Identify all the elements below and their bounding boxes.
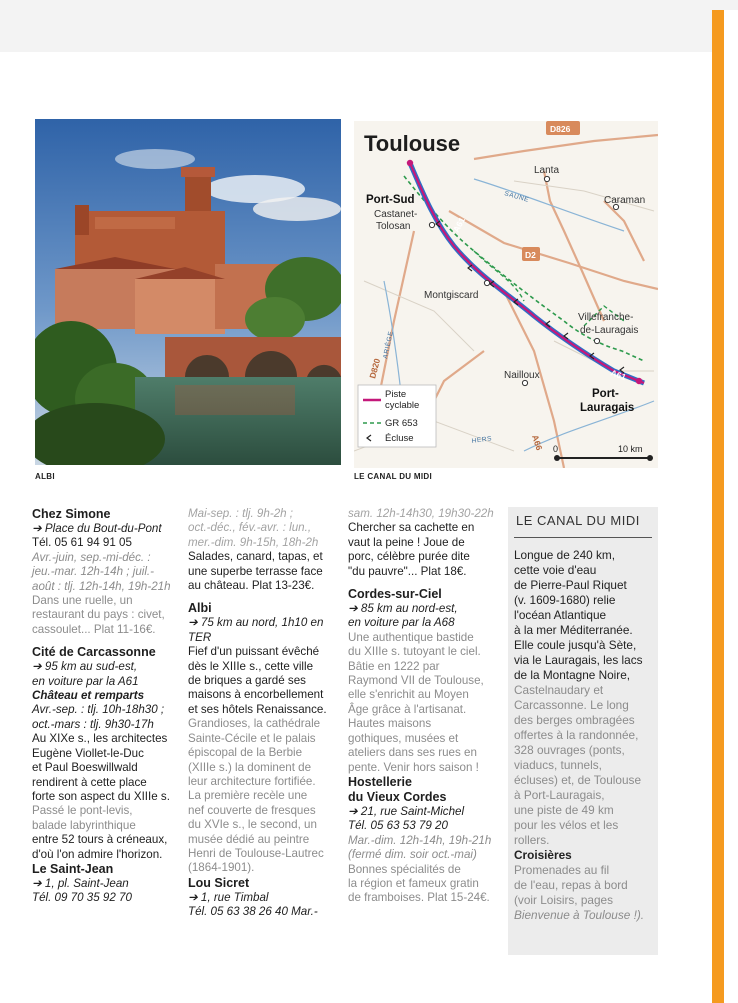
town-villefranche-2: de-Lauragais <box>580 325 639 336</box>
cite-desc: rendirent à cette place <box>32 775 147 789</box>
sidebar-text: Castelnaudary et <box>514 683 604 697</box>
sidebar-text: l'océan Atlantique <box>514 608 607 622</box>
chez-simone-hours: jeu.-mar. 12h-14h ; juil.- <box>32 565 155 579</box>
sidebar-text: viaducs, tunnels, <box>514 758 602 772</box>
albi-desc: musée dédié au peintre <box>188 832 310 846</box>
albi-desc: nef couverte de fresques <box>188 803 316 817</box>
river-ariege: ARIÈGE <box>382 330 395 360</box>
cite-desc: balade labyrinthique <box>32 818 136 832</box>
albi-photo <box>35 119 341 465</box>
lou-sicret-title: Lou Sicret <box>188 875 250 890</box>
hostellerie-desc: la région et fameux gratin <box>348 876 479 890</box>
albi-desc: Grandioses, la cathédrale <box>188 717 321 731</box>
river-hers: HERS <box>471 435 493 445</box>
town-castanet-1: Castanet- <box>374 209 418 220</box>
albi-desc: Sainte-Cécile et le palais <box>188 731 316 745</box>
albi-desc: maisons à encorbellement <box>188 688 324 702</box>
cordes-desc: Raymond VII de Toulouse, <box>348 674 484 688</box>
river-saune: SAUNE <box>503 190 530 204</box>
restaurant-desc: au château. Plat 13-23€. <box>188 579 315 593</box>
cite-desc: Au XIXe s., les architectes <box>32 732 168 746</box>
sidebar-text: écluses) et, de Toulouse <box>514 773 642 787</box>
albi-desc: dès le XIIIe s., cette ville <box>188 659 314 673</box>
albi-distance: ➔ 75 km au nord, 1h10 en TER <box>188 616 324 644</box>
hostellerie-title: du Vieux Cordes <box>348 789 447 804</box>
restaurant-desc: Salades, canard, tapas, et <box>188 550 323 564</box>
cite-desc: et Paul Boeswillwald <box>32 761 138 775</box>
hostellerie-hours: (fermé dim. soir oct.-mai) <box>348 848 477 862</box>
sidebar-text: pour les vélos et les <box>514 818 619 832</box>
sidebar-text: de Pierre-Paul Riquet <box>514 578 627 592</box>
town-castanet-2: Tolosan <box>376 221 411 232</box>
town-villefranche-1: Villefranche- <box>578 312 634 323</box>
cite-desc: entre 52 tours à créneaux, <box>32 833 168 847</box>
map-title: Toulouse <box>364 131 461 156</box>
cordes-desc: ateliers dans ses rues en <box>348 746 477 760</box>
albi-desc: de briques a gardé ses <box>188 674 306 688</box>
chez-simone-desc: cassoulet... Plat 11-16€. <box>32 622 156 636</box>
sidebar-croisieres-title: Croisières <box>514 848 572 862</box>
lou-sicret-desc: Chercher sa cachette en <box>348 521 475 535</box>
sidebar-divider <box>514 537 652 538</box>
cite-title: Cité de Carcassonne <box>32 645 156 660</box>
hostellerie-desc: de framboises. Plat 15-24€. <box>348 891 490 905</box>
cordes-desc: Une authentique bastide <box>348 630 474 644</box>
sidebar-text: offertes à la randonnée, <box>514 728 639 742</box>
lou-sicret-desc: "du pauvre"... Plat 18€. <box>348 564 467 578</box>
lou-sicret-desc: vaut la peine ! Joue de <box>348 535 465 549</box>
chez-simone-desc: Dans une ruelle, un <box>32 594 133 608</box>
sidebar-croisieres-text: de l'eau, repas à bord <box>514 878 628 892</box>
sidebar-body <box>514 548 654 923</box>
cordes-distance: en voiture par la A68 <box>348 616 455 630</box>
town-montgiscard: Montgiscard <box>424 290 479 301</box>
scale-ten: 10 km <box>618 444 643 454</box>
town-lanta: Lanta <box>534 165 560 176</box>
albi-desc: Fief d'un puissant évêché <box>188 645 320 659</box>
map-scale <box>553 444 653 461</box>
albi-desc: (XIIIe s.) la dominent de <box>188 760 312 774</box>
town-caraman: Caraman <box>604 195 646 206</box>
sidebar-croisieres-text: Promenades au fil <box>514 863 610 877</box>
chez-simone-title: Chez Simone <box>32 507 111 521</box>
chez-simone-address: ➔ Place du Bout-du-Pont <box>32 522 162 535</box>
town-port-lauragais-1: Port- <box>592 388 619 400</box>
column-1 <box>32 507 182 906</box>
column-3 <box>348 507 502 906</box>
road-d820: D820 <box>367 357 383 380</box>
cordes-desc: du XIIIe s. tutoyant le ciel. <box>348 645 481 659</box>
cite-subtitle: Château et remparts <box>32 689 145 703</box>
cordes-desc: pente. Venir hors saison ! <box>348 760 479 774</box>
sidebar-croisieres-text: Bienvenue à Toulouse !). <box>514 908 645 922</box>
chez-simone-hours-cont: oct.-déc., fév.-avr. : lun., <box>188 521 312 535</box>
road-a61-south: A61 <box>609 367 628 383</box>
cordes-desc: gothiques, musées et <box>348 731 459 745</box>
legend-gr653: GR 653 <box>385 418 418 429</box>
photo-caption: ALBI <box>35 472 55 481</box>
page-right-margin <box>724 10 738 1003</box>
cite-distance: en voiture par la A61 <box>32 674 139 688</box>
cordes-desc: Bâtie en 1222 par <box>348 659 440 673</box>
albi-desc: du XVIe s., le second, un <box>188 818 317 832</box>
sidebar-title-box <box>508 507 658 537</box>
sidebar-text: rollers. <box>514 833 550 847</box>
hostellerie-title: Hostellerie <box>348 774 412 789</box>
albi-desc: La première recèle une <box>188 789 308 803</box>
sidebar-text: 328 ouvrages (ponts, <box>514 743 625 757</box>
hostellerie-tel: Tél. 05 63 53 79 20 <box>348 819 448 833</box>
chez-simone-hours: Avr.-juin, sep.-mi-déc. : <box>32 550 151 564</box>
saint-jean-tel: Tél. 09 70 35 92 70 <box>32 891 132 905</box>
sidebar-text: Elle coule jusqu'à Sète, <box>514 638 637 652</box>
scale-zero: 0 <box>553 444 559 454</box>
chez-simone-hours-cont: mer.-dim. 9h-15h, 18h-2h <box>188 535 319 549</box>
sidebar-text: (v. 1609-1680) relie <box>514 593 616 607</box>
map-caption: LE CANAL DU MIDI <box>354 472 432 481</box>
albi-desc: (1864-1901). <box>188 861 255 875</box>
sidebar-text: Longue de 240 km, <box>514 548 616 562</box>
legend-piste-2: cyclable <box>385 400 420 411</box>
road-a66: A66 <box>530 433 545 452</box>
albi-desc: et ses hôtels Renaissance. <box>188 702 327 716</box>
cite-hours: Avr.-sep. : tlj. 10h-18h30 ; <box>32 703 165 717</box>
town-nailloux: Nailloux <box>504 370 540 381</box>
hostellerie-desc: Bonnes spécialités de <box>348 862 461 876</box>
chez-simone-hours: août : tlj. 12h-14h, 19h-21h <box>32 579 171 593</box>
sidebar-croisieres-text: (voir Loisirs, pages <box>514 893 614 907</box>
cordes-distance: ➔ 85 km au nord-est, <box>348 602 458 616</box>
map-legend <box>358 385 436 447</box>
hostellerie-hours: Mar.-dim. 12h-14h, 19h-21h <box>348 833 492 847</box>
road-a61-north: A61 <box>450 215 468 234</box>
town-port-lauragais-2: Lauragais <box>580 402 635 414</box>
sidebar-text: cette voie d'eau <box>514 563 597 577</box>
albi-desc: épiscopal de la Berbie <box>188 746 303 760</box>
albi-desc: leur architecture fortifiée. <box>188 774 316 788</box>
cite-desc: Passé le pont-levis, <box>32 804 133 818</box>
cordes-desc: Âge grâce à l'artisanat. <box>348 702 467 716</box>
cite-desc: Eugène Viollet-le-Duc <box>32 746 144 760</box>
lou-sicret-desc: porc, célèbre purée dite <box>348 550 470 564</box>
lou-sicret-hours: sam. 12h-14h30, 19h30-22h <box>348 507 494 520</box>
lou-sicret-tel: Tél. 05 63 38 26 40 Mar.- <box>188 905 318 919</box>
saint-jean-title: Le Saint-Jean <box>32 861 114 876</box>
legend-ecluse: Écluse <box>385 433 414 444</box>
town-port-sud: Port-Sud <box>366 194 415 206</box>
sidebar-text: une piste de 49 km <box>514 803 614 817</box>
page-orange-edge <box>712 10 724 1003</box>
sidebar-text: à la mer Méditerranée. <box>514 623 633 637</box>
legend-piste-1: Piste <box>385 389 407 400</box>
cite-distance: ➔ 95 km au sud-est, <box>32 660 138 674</box>
road-d826: D826 <box>550 124 571 134</box>
cordes-desc: elle s'enrichit au Moyen <box>348 688 469 702</box>
sidebar-text: via le Lauragais, les lacs <box>514 653 643 667</box>
sidebar-text: à Port-Lauragais, <box>514 788 605 802</box>
sidebar-title: LE CANAL DU MIDI <box>516 513 640 528</box>
albi-desc: Henri de Toulouse-Lautrec <box>188 846 324 860</box>
cite-hours: oct.-mars : tlj. 9h30-17h <box>32 717 154 731</box>
sidebar-text: des berges ombragées <box>514 713 635 727</box>
canal-map <box>354 121 658 468</box>
cite-desc: forte son aspect du XIIIe s. <box>32 789 170 803</box>
restaurant-desc: une superbe terrasse face <box>188 564 323 578</box>
chez-simone-tel: Tél. 05 61 94 91 05 <box>32 536 132 550</box>
cordes-title: Cordes-sur-Ciel <box>348 587 442 602</box>
cite-desc: d'où l'on admire l'horizon. <box>32 847 163 861</box>
sidebar-text: Carcassonne. Le long <box>514 698 629 712</box>
sidebar-text: de la Montagne Noire, <box>514 668 631 682</box>
chez-simone-hours-cont: Mai-sep. : tlj. 9h-2h ; <box>188 507 294 520</box>
chez-simone-desc: restaurant du pays : civet, <box>32 608 165 622</box>
saint-jean-address: ➔ 1, pl. Saint-Jean <box>32 876 129 890</box>
lou-sicret-address: ➔ 1, rue Timbal <box>188 890 269 904</box>
albi-title: Albi <box>188 601 212 616</box>
hostellerie-address: ➔ 21, rue Saint-Michel <box>348 804 465 818</box>
page-top-band <box>0 0 738 52</box>
cordes-desc: Hautes maisons <box>348 717 432 731</box>
road-d2: D2 <box>525 250 536 260</box>
column-2 <box>188 507 340 920</box>
